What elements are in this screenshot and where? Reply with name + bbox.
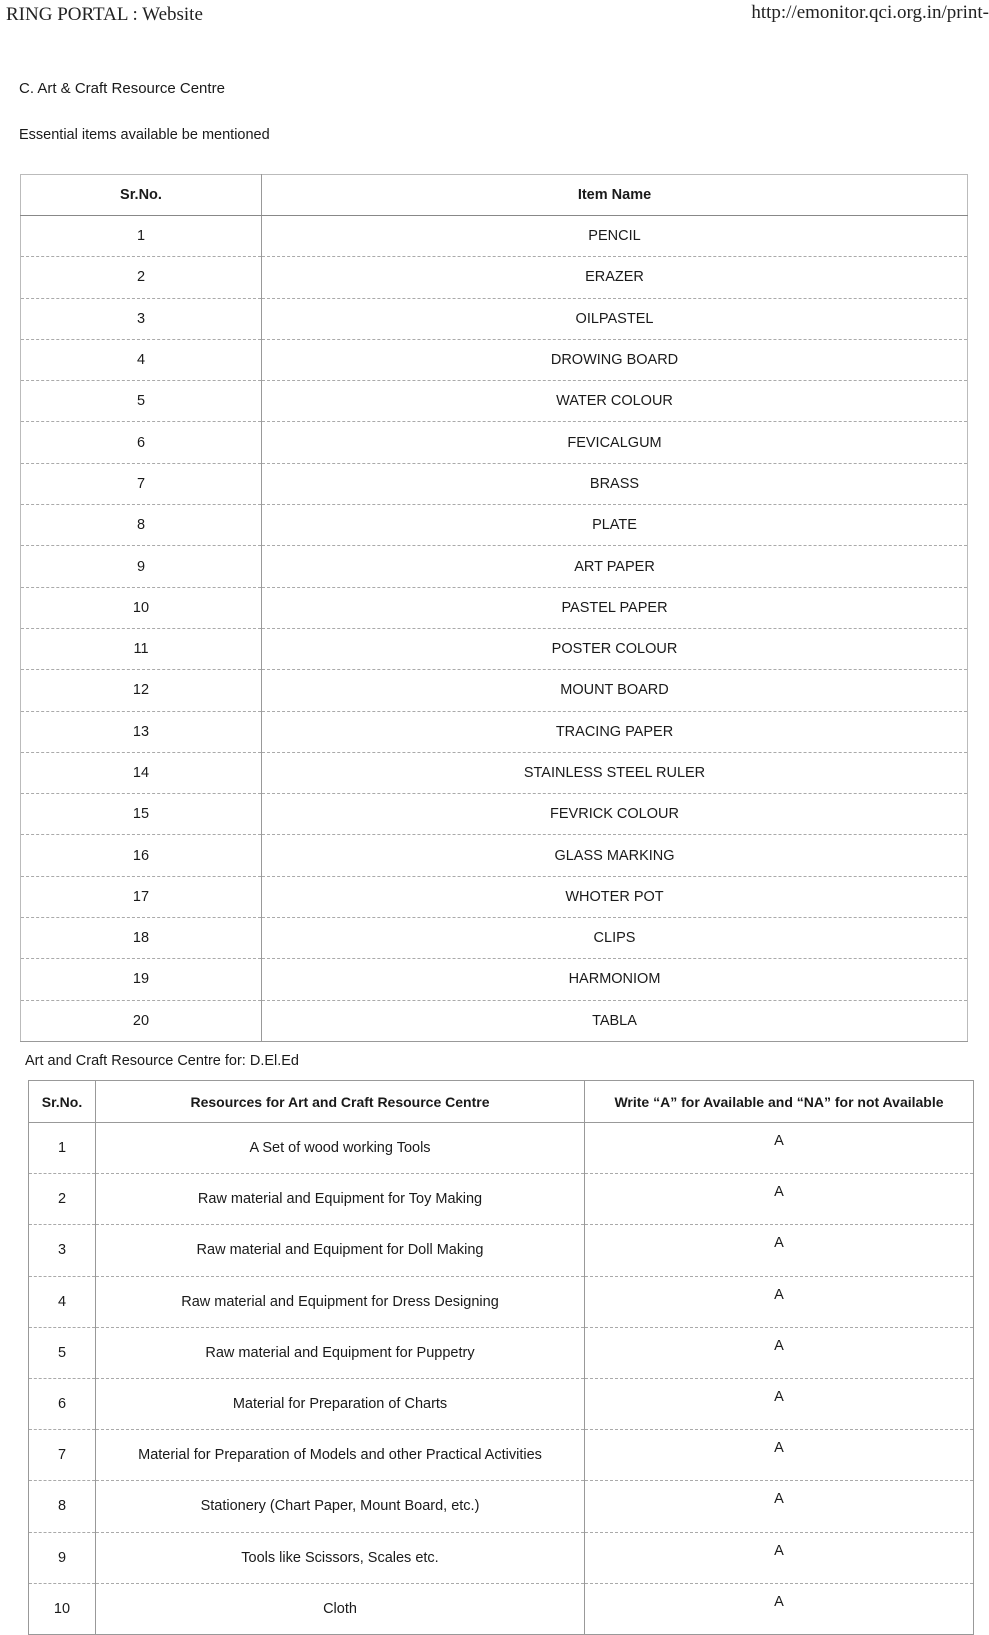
section-title: C. Art & Craft Resource Centre (19, 80, 225, 97)
resource-cell: Cloth (96, 1583, 585, 1634)
item-name-cell: FEVICALGUM (262, 422, 968, 463)
availability-cell: A (585, 1481, 974, 1532)
sr-no-cell: 10 (29, 1583, 96, 1634)
items-header-row (21, 175, 968, 216)
resource-cell: Material for Preparation of Models and other Practical Activities (96, 1430, 585, 1481)
sr-no-cell: 18 (21, 918, 262, 959)
sr-no-cell: 8 (29, 1481, 96, 1532)
table-row (21, 752, 968, 793)
sr-no-cell: 13 (21, 711, 262, 752)
sr-no-cell: 19 (21, 959, 262, 1000)
table-row (21, 505, 968, 546)
table-row (29, 1225, 974, 1276)
sr-no-cell: 2 (29, 1174, 96, 1225)
table-row (21, 959, 968, 1000)
table-row (29, 1276, 974, 1327)
table-row (21, 835, 968, 876)
table-row (21, 670, 968, 711)
item-name-cell: POSTER COLOUR (262, 628, 968, 669)
table-row (29, 1532, 974, 1583)
availability-cell: A (585, 1532, 974, 1583)
sr-no-cell: 3 (29, 1225, 96, 1276)
availability-cell: A (585, 1430, 974, 1481)
resource-cell: A Set of wood working Tools (96, 1123, 585, 1174)
availability-cell: A (585, 1276, 974, 1327)
item-name-cell: STAINLESS STEEL RULER (262, 752, 968, 793)
item-name-cell: MOUNT BOARD (262, 670, 968, 711)
sr-no-cell: 16 (21, 835, 262, 876)
sr-no-cell: 3 (21, 298, 262, 339)
resource-cell: Tools like Scissors, Scales etc. (96, 1532, 585, 1583)
item-name-cell: ERAZER (262, 257, 968, 298)
resources-subtitle: Art and Craft Resource Centre for: D.El.Ed (25, 1053, 299, 1069)
item-name-cell: ART PAPER (262, 546, 968, 587)
item-name-cell: DROWING BOARD (262, 339, 968, 380)
page-header (0, 0, 989, 34)
table-row (29, 1430, 974, 1481)
sr-no-cell: 7 (21, 463, 262, 504)
sr-no-cell: 9 (21, 546, 262, 587)
table-row (21, 711, 968, 752)
availability-cell: A (585, 1174, 974, 1225)
table-row (21, 918, 968, 959)
sr-no-cell: 17 (21, 876, 262, 917)
table-row (29, 1123, 974, 1174)
resource-cell: Stationery (Chart Paper, Mount Board, etc.) (96, 1481, 585, 1532)
sr-no-cell: 2 (21, 257, 262, 298)
table-row (29, 1174, 974, 1225)
resource-cell: Raw material and Equipment for Toy Making (96, 1174, 585, 1225)
item-name-cell: WHOTER POT (262, 876, 968, 917)
resources-table (28, 1080, 974, 1635)
sr-no-cell: 1 (21, 216, 262, 257)
table-row (21, 1000, 968, 1041)
header-sr-no: Sr.No. (29, 1081, 96, 1123)
availability-cell: A (585, 1123, 974, 1174)
item-name-cell: FEVRICK COLOUR (262, 794, 968, 835)
item-name-cell: CLIPS (262, 918, 968, 959)
header-resource: Resources for Art and Craft Resource Centre (96, 1081, 585, 1123)
availability-cell: A (585, 1378, 974, 1429)
item-name-cell: BRASS (262, 463, 968, 504)
item-name-cell: TABLA (262, 1000, 968, 1041)
item-name-cell: GLASS MARKING (262, 835, 968, 876)
sr-no-cell: 7 (29, 1430, 96, 1481)
header-availability: Write “A” for Available and “NA” for not Available (585, 1081, 974, 1123)
table-row (29, 1481, 974, 1532)
table-row (29, 1378, 974, 1429)
sr-no-cell: 11 (21, 628, 262, 669)
table-row (29, 1327, 974, 1378)
sr-no-cell: 9 (29, 1532, 96, 1583)
resource-cell: Raw material and Equipment for Doll Making (96, 1225, 585, 1276)
resource-cell: Raw material and Equipment for Dress Designing (96, 1276, 585, 1327)
sr-no-cell: 5 (21, 381, 262, 422)
resource-cell: Material for Preparation of Charts (96, 1378, 585, 1429)
table-row (21, 876, 968, 917)
availability-cell: A (585, 1225, 974, 1276)
table-row (21, 257, 968, 298)
sr-no-cell: 4 (29, 1276, 96, 1327)
table-row (21, 628, 968, 669)
sr-no-cell: 4 (21, 339, 262, 380)
item-name-cell: OILPASTEL (262, 298, 968, 339)
sr-no-cell: 10 (21, 587, 262, 628)
table-row (21, 587, 968, 628)
header-sr-no: Sr.No. (21, 175, 262, 216)
sr-no-cell: 15 (21, 794, 262, 835)
table-row (21, 794, 968, 835)
sr-no-cell: 20 (21, 1000, 262, 1041)
item-name-cell: PLATE (262, 505, 968, 546)
header-item-name: Item Name (262, 175, 968, 216)
table-row (21, 463, 968, 504)
table-row (21, 339, 968, 380)
sr-no-cell: 8 (21, 505, 262, 546)
table-row (21, 216, 968, 257)
items-subtitle: Essential items available be mentioned (19, 127, 270, 143)
item-name-cell: TRACING PAPER (262, 711, 968, 752)
sr-no-cell: 1 (29, 1123, 96, 1174)
resource-cell: Raw material and Equipment for Puppetry (96, 1327, 585, 1378)
sr-no-cell: 14 (21, 752, 262, 793)
availability-cell: A (585, 1583, 974, 1634)
table-row (29, 1583, 974, 1634)
item-name-cell: HARMONIOM (262, 959, 968, 1000)
header-title: RING PORTAL : Website (6, 4, 203, 25)
table-row (21, 381, 968, 422)
resources-header-row (29, 1081, 974, 1123)
items-table (20, 174, 968, 1042)
sr-no-cell: 6 (21, 422, 262, 463)
item-name-cell: WATER COLOUR (262, 381, 968, 422)
sr-no-cell: 5 (29, 1327, 96, 1378)
sr-no-cell: 6 (29, 1378, 96, 1429)
table-row (21, 422, 968, 463)
item-name-cell: PENCIL (262, 216, 968, 257)
sr-no-cell: 12 (21, 670, 262, 711)
availability-cell: A (585, 1327, 974, 1378)
item-name-cell: PASTEL PAPER (262, 587, 968, 628)
table-row (21, 546, 968, 587)
header-url: http://emonitor.qci.org.in/print- (751, 2, 989, 23)
table-row (21, 298, 968, 339)
